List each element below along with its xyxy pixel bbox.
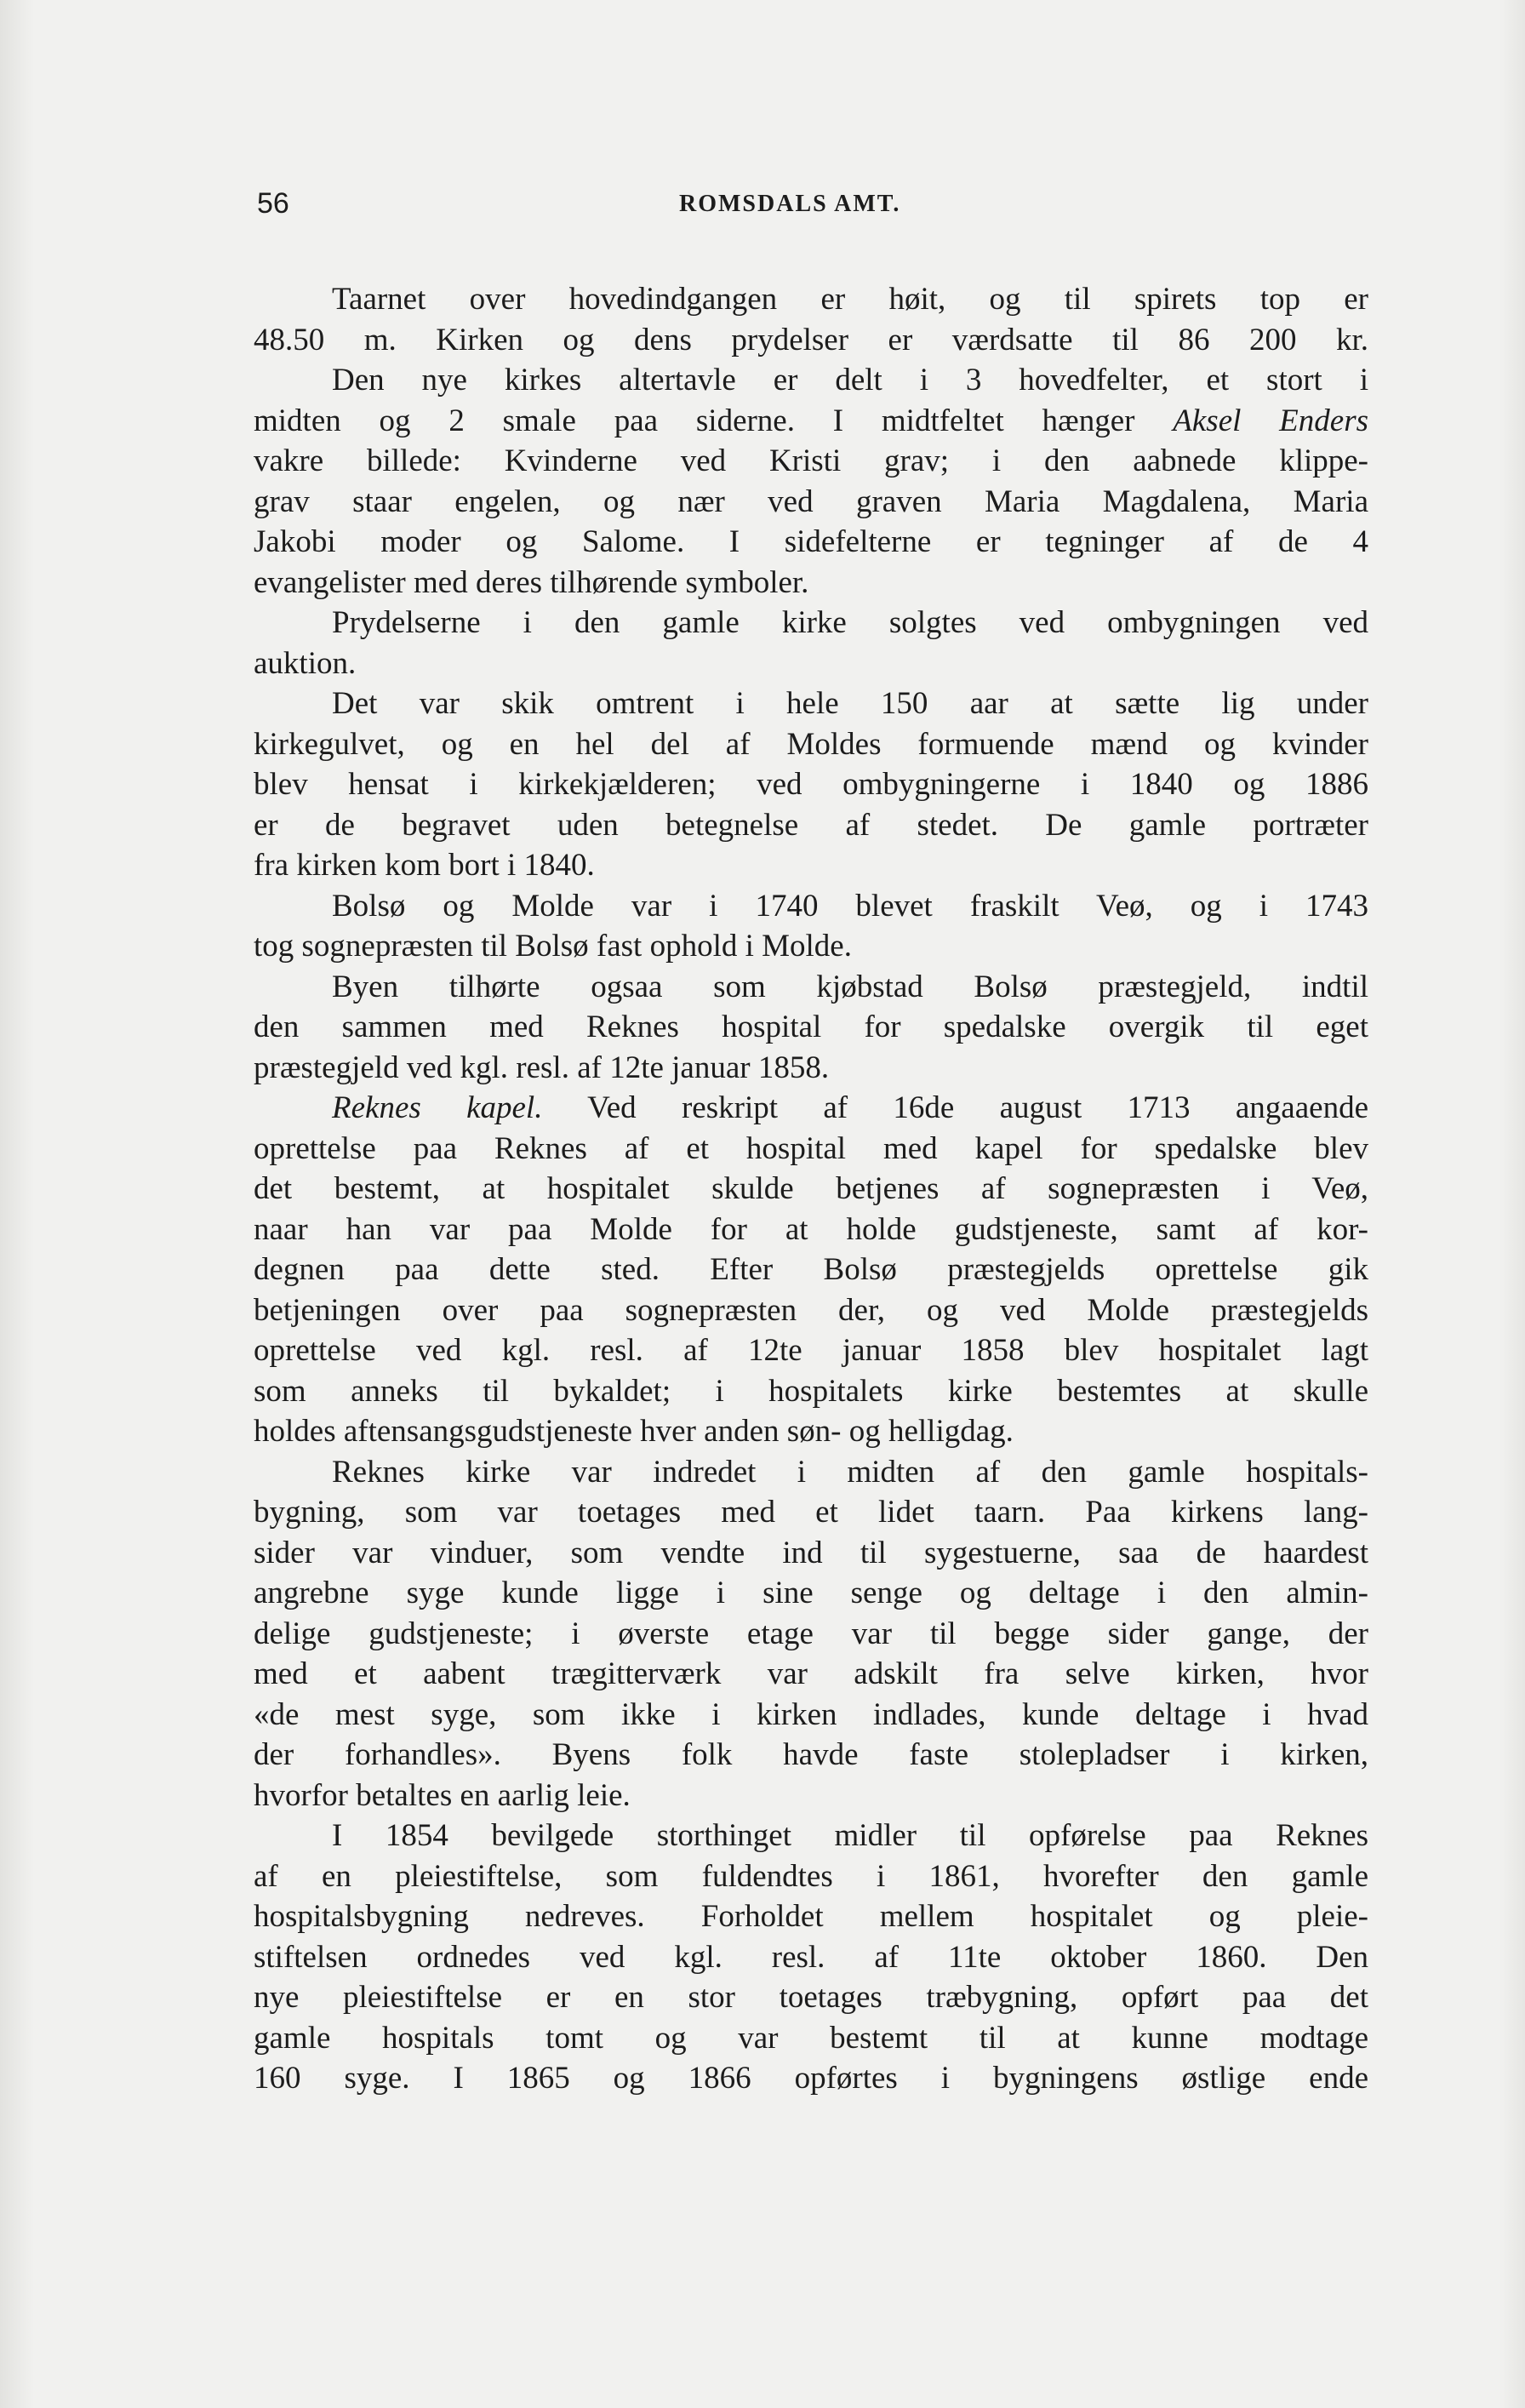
italic-name: Aksel Enders [1173,403,1368,438]
text-line: der forhandles». Byens folk havde faste stolepladser i kirken, [254,1737,1368,1772]
text-line: den sammen med Reknes hospital for spedalske overgik til eget [254,1010,1368,1044]
text-line: oprettelse ved kgl. resl. af 12te januar 1858 blev hospitalet lagt [254,1333,1368,1368]
text-line: degnen paa dette sted. Efter Bolsø præstegjelds oprettelse gik [254,1252,1368,1287]
text-line: Det var skik omtrent i hele 150 aar at sætte lig under [332,686,1368,721]
text-line: Taarnet over hovedindgangen er høit, og til spirets top er [332,282,1368,317]
text-segment: Ved reskript af 16de august 1713 angaaende [542,1090,1368,1125]
running-title: ROMSDALS AMT. [679,191,901,217]
scan-edge-right [1499,0,1525,2408]
text-line: delige gudstjeneste; i øverste etage var til begge sider gange, der [254,1616,1368,1651]
text-line: Reknes kirke var indredet i midten af den gamle hospitals- [332,1454,1368,1490]
text-line: vakre billede: Kvinderne ved Kristi grav; i den aabnede klippe- [254,443,1368,478]
text-line: blev hensat i kirkekjælderen; ved ombygningerne i 1840 og 1886 [254,767,1368,802]
text-line: med et aabent trægitterværk var adskilt fra selve kirken, hvor [254,1656,1368,1691]
running-header [254,187,1368,230]
text-segment: midten og 2 smale paa siderne. I midtfeltet hænger [254,403,1174,438]
text-line: oprettelse paa Reknes af et hospital med kapel for spedalske blev [254,1130,1368,1166]
section-heading-italic: Reknes kapel. [332,1090,543,1125]
text-line: kirkegulvet, og en hel del af Moldes formuende mænd og kvinder [254,726,1368,762]
text-line: Byen tilhørte ogsaa som kjøbstad Bolsø præstegjeld, indtil [332,969,1368,1004]
text-line: hospitalsbygning nedreves. Forholdet mellem hospitalet og pleie- [254,1899,1368,1934]
text-line: som anneks til bykaldet; i hospitalets kirke bestemtes at skulle [254,1373,1368,1409]
text-line: Jakobi moder og Salome. I sidefelterne er tegninger af de 4 [254,524,1368,559]
body-text [254,279,1368,2099]
text-line: grav staar engelen, og nær ved graven Maria Magdalena, Maria [254,483,1368,519]
page-number: 56 [257,187,289,220]
text-line: Bolsø og Molde var i 1740 blevet fraskilt Veø, og i 1743 [332,888,1368,924]
text-line: auktion. [254,645,357,681]
text-line: naar han var paa Molde for at holde gudstjeneste, samt af kor- [254,1211,1368,1247]
text-line: betjeningen over paa sognepræsten der, og ved Molde præstegjelds [254,1292,1368,1328]
text-line: hvorfor betaltes en aarlig leie. [254,1777,631,1813]
text-line: stiftelsen ordnedes ved kgl. resl. af 11te oktober 1860. Den [254,1939,1368,1975]
text-line: det bestemt, at hospitalet skulde betjenes af sognepræsten i Veø, [254,1171,1368,1206]
text-line: præstegjeld ved kgl. resl. af 12te januar 1858. [254,1050,830,1085]
text-line: sider var vinduer, som vendte ind til sygestuerne, saa de haardest [254,1535,1368,1570]
text-line: evangelister med deres tilhørende symboler. [254,564,809,600]
text-line [254,1088,1368,1129]
text-line: af en pleiestiftelse, som fuldendtes i 1861, hvorefter den gamle [254,1858,1368,1894]
text-line: Den nye kirkes altertavle er delt i 3 hovedfelter, et stort i [332,363,1368,398]
text-line: Prydelserne i den gamle kirke solgtes ved ombygningen ved [332,605,1368,640]
text-line: er de begravet uden betegnelse af stedet. De gamle portræter [254,807,1368,843]
text-line: tog sognepræsten til Bolsø fast ophold i Molde. [254,929,852,964]
text-line: I 1854 bevilgede storthinget midler til opførelse paa Reknes [332,1818,1368,1853]
scan-edge-left [0,0,34,2408]
text-line: gamle hospitals tomt og var bestemt til at kunne modtage [254,2020,1368,2056]
text-line: angrebne syge kunde ligge i sine senge og deltage i den almin- [254,1576,1368,1610]
text-line: 48.50 m. Kirken og dens prydelser er værdsatte til 86 200 kr. [254,322,1368,357]
text-line: fra kirken kom bort i 1840. [254,848,595,883]
text-line: bygning, som var toetages med et lidet taarn. Paa kirkens lang- [254,1495,1368,1530]
text-line: «de mest syge, som ikke i kirken indlades, kunde deltage i hvad [254,1696,1368,1732]
text-line: 160 syge. I 1865 og 1866 opførtes i bygningens østlige ende [254,2061,1368,2096]
book-page [254,187,1368,2099]
text-line: nye pleiestiftelse er en stor toetages træbygning, opført paa det [254,1980,1368,2015]
text-line [254,401,1368,442]
text-line: holdes aftensangsgudstjeneste hver anden søn- og helligdag. [254,1414,1014,1449]
